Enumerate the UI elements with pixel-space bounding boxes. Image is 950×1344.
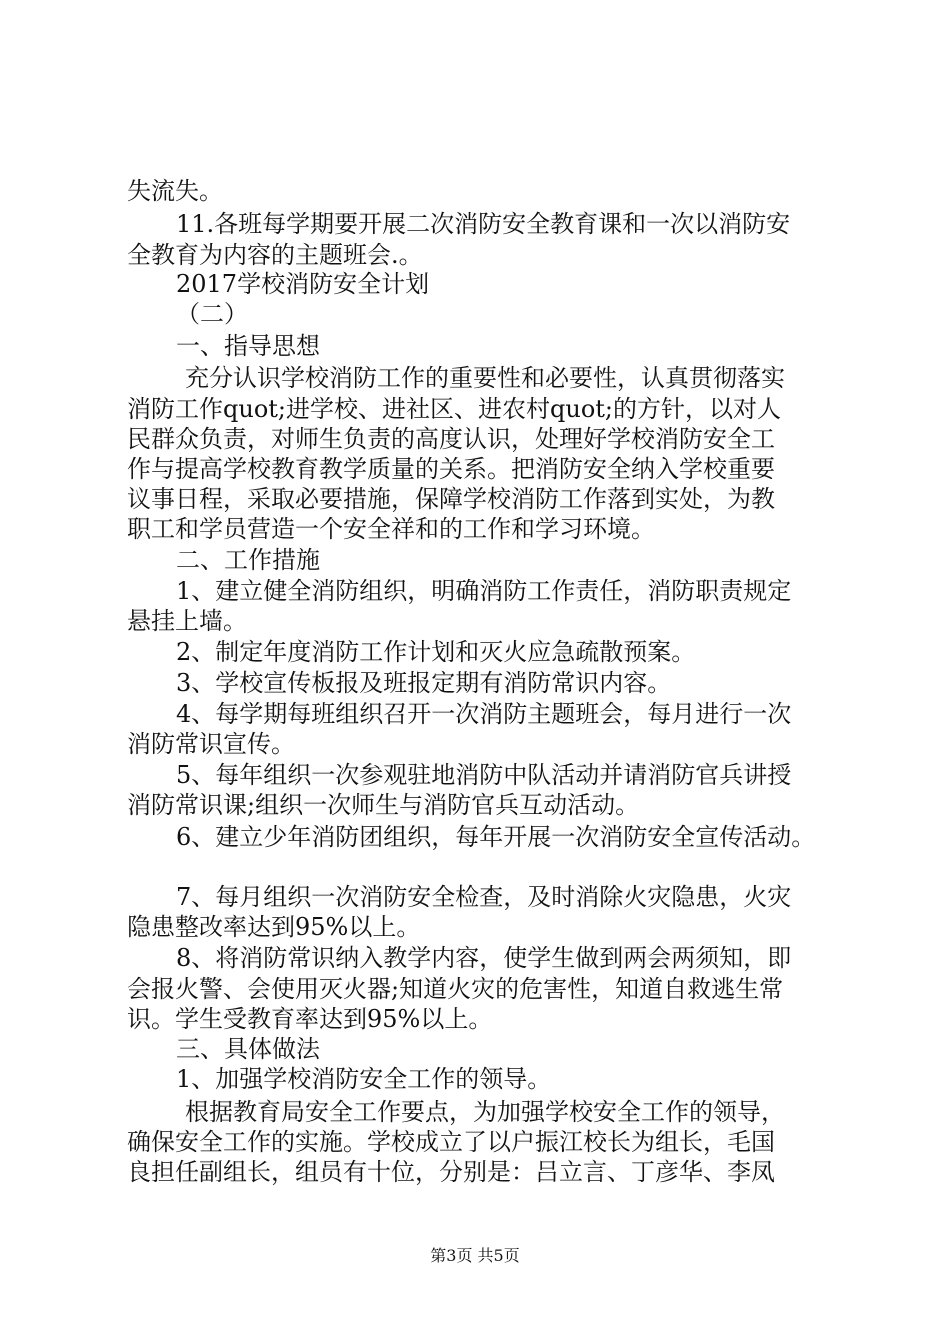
text-line-12: 职工和学员营造一个安全祥和的工作和学习环境。 bbox=[127, 515, 655, 543]
text-line-27: 识。学生受教育率达到95%以上。 bbox=[127, 1005, 493, 1033]
text-line-9: 民群众负责，对师生负责的高度认识，处理好学校消防安全工 bbox=[127, 425, 775, 453]
text-line-18: 4、每学期每班组织召开一次消防主题班会，每月进行一次 bbox=[176, 700, 792, 728]
text-line-30: 根据教育局安全工作要点，为加强学校安全工作的领导， bbox=[185, 1098, 785, 1126]
text-line-14: 1、建立健全消防组织，明确消防工作责任，消防职责规定 bbox=[176, 577, 792, 605]
text-line-29: 1、加强学校消防安全工作的领导。 bbox=[176, 1065, 552, 1093]
text-line-26: 会报火警、会使用灭火器;知道火灾的危害性，知道自救逃生常 bbox=[127, 975, 784, 1003]
text-line-16: 2、制定年度消防工作计划和灭火应急疏散预案。 bbox=[176, 638, 696, 666]
text-line-32: 良担任副组长，组员有十位，分别是：吕立言、丁彦华、李凤 bbox=[127, 1158, 775, 1186]
heading-work-measures: 二、工作措施 bbox=[176, 546, 320, 574]
text-line-19: 消防常识宣传。 bbox=[127, 730, 295, 758]
text-line-25: 8、将消防常识纳入教学内容，使学生做到两会两须知，即 bbox=[176, 944, 792, 972]
text-line-7: 充分认识学校消防工作的重要性和必要性，认真贯彻落实 bbox=[185, 364, 785, 392]
text-line-31: 确保安全工作的实施。学校成立了以户振江校长为组长，毛国 bbox=[127, 1128, 775, 1156]
text-line-21: 消防常识课;组织一次师生与消防官兵互动活动。 bbox=[127, 791, 640, 819]
text-line-8: 消防工作quot;进学校、进社区、进农村quot;的方针，以对人 bbox=[127, 395, 781, 423]
text-line-20: 5、每年组织一次参观驻地消防中队活动并请消防官兵讲授 bbox=[176, 761, 792, 789]
heading-specific-methods: 三、具体做法 bbox=[176, 1035, 320, 1063]
page-footer: 第3页 共5页 bbox=[430, 1246, 520, 1265]
text-line-22: 6、建立少年消防团组织，每年开展一次消防安全宣传活动。 bbox=[176, 823, 816, 851]
heading-guiding-thought: 一、指导思想 bbox=[176, 332, 320, 360]
section-subtitle: （二） bbox=[176, 300, 248, 328]
text-line-24: 隐患整改率达到95%以上。 bbox=[127, 913, 421, 941]
text-line-1: 失流失。 bbox=[127, 177, 223, 205]
text-line-11: 议事日程，采取必要措施，保障学校消防工作落到实处，为教 bbox=[127, 485, 775, 513]
section-title: 2017学校消防安全计划 bbox=[176, 270, 430, 298]
text-line-17: 3、学校宣传板报及班报定期有消防常识内容。 bbox=[176, 669, 672, 697]
text-line-23: 7、每月组织一次消防安全检查，及时消除火灾隐患，火灾 bbox=[176, 883, 792, 911]
text-line-3: 全教育为内容的主题班会.。 bbox=[127, 241, 423, 269]
text-line-15: 悬挂上墙。 bbox=[127, 607, 247, 635]
text-line-2: 11.各班每学期要开展二次消防安全教育课和一次以消防安 bbox=[176, 210, 791, 238]
text-line-10: 作与提高学校教育教学质量的关系。把消防安全纳入学校重要 bbox=[127, 455, 775, 483]
